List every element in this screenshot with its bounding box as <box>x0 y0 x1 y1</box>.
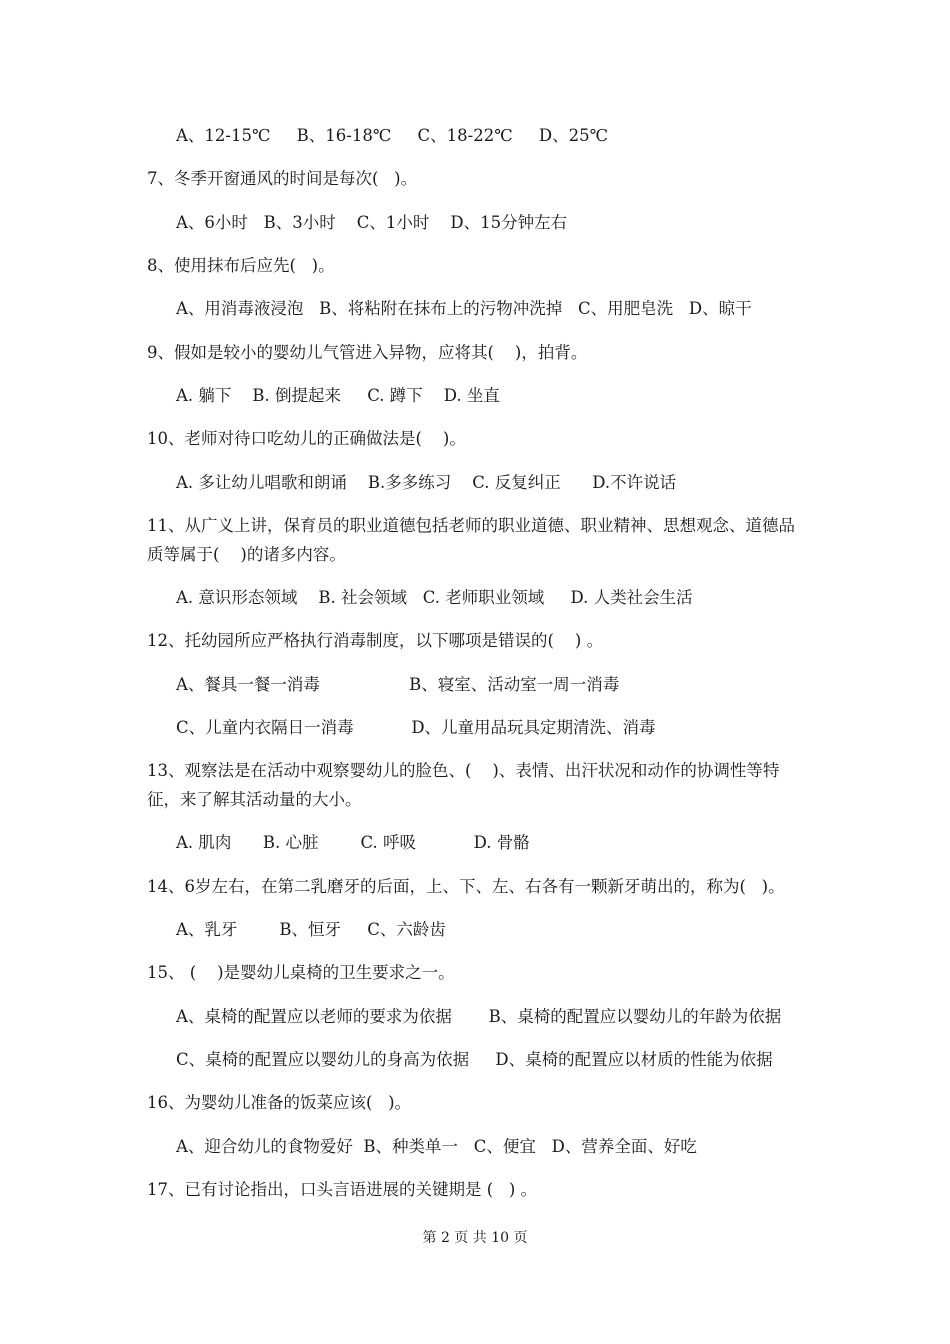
question-13-line-1: 13、观察法是在活动中观察婴幼儿的脸色、( )、表情、出汗状况和动作的协调性等特 <box>147 761 780 780</box>
options-q10: A. 多让幼儿唱歌和朗诵 B.多多练习 C. 反复纠正 D.不许说话 <box>176 473 677 492</box>
question-15: 15、 ( )是婴幼儿桌椅的卫生要求之一。 <box>147 963 455 982</box>
question-13-line-2: 征，来了解其活动量的大小。 <box>147 790 362 809</box>
options-q15-row-1: A、桌椅的配置应以老师的要求为依据 B、桌椅的配置应以婴幼儿的年龄为依据 <box>176 1007 782 1026</box>
options-q8: A、用消毒液浸泡 B、将粘附在抹布上的污物冲洗掉 C、用肥皂洗 D、晾干 <box>176 299 752 318</box>
question-10: 10、老师对待口吃幼儿的正确做法是( )。 <box>147 429 466 448</box>
options-q6: A、12-15℃ B、16-18℃ C、18-22℃ D、25℃ <box>176 126 609 145</box>
question-17: 17、已有讨论指出，口头言语进展的关键期是 ( ) 。 <box>147 1180 538 1199</box>
options-q13: A. 肌肉 B. 心脏 C. 呼吸 D. 骨骼 <box>176 833 530 852</box>
options-q15-row-2: C、桌椅的配置应以婴幼儿的身高为依据 D、桌椅的配置应以材质的性能为依据 <box>176 1050 773 1069</box>
options-q12-row-1: A、餐具一餐一消毒 B、寝室、活动室一周一消毒 <box>176 675 620 694</box>
question-16: 16、为婴幼儿准备的饭菜应该( )。 <box>147 1093 412 1112</box>
options-q16: A、迎合幼儿的食物爱好 B、种类单一 C、便宜 D、营养全面、好吃 <box>176 1137 697 1156</box>
question-8: 8、使用抹布后应先( )。 <box>147 256 335 275</box>
question-9: 9、假如是较小的婴幼儿气管进入异物，应将其( )，拍背。 <box>147 343 588 362</box>
question-7: 7、冬季开窗通风的时间是每次( )。 <box>147 169 418 188</box>
options-q9: A. 躺下 B. 倒提起来 C. 蹲下 D. 坐直 <box>176 386 500 405</box>
options-q7: A、6小时 B、3小时 C、1小时 D、15分钟左右 <box>176 213 568 232</box>
question-11-line-2: 质等属于( )的诸多内容。 <box>147 545 346 564</box>
options-q14: A、乳牙 B、恒牙 C、六龄齿 <box>176 920 446 939</box>
question-12: 12、托幼园所应严格执行消毒制度，以下哪项是错误的( ) 。 <box>147 631 604 650</box>
question-14: 14、6岁左右，在第二乳磨牙的后面，上、下、左、右各有一颗新牙萌出的，称为( )。 <box>147 877 785 896</box>
question-11-line-1: 11、从广义上讲，保育员的职业道德包括老师的职业道德、职业精神、思想观念、道德品 <box>147 516 795 535</box>
options-q11: A. 意识形态领域 B. 社会领域 C. 老师职业领域 D. 人类社会生活 <box>176 588 693 607</box>
options-q12-row-2: C、儿童内衣隔日一消毒 D、儿童用品玩具定期清洗、消毒 <box>176 718 656 737</box>
page-number-footer: 第 2 页 共 10 页 <box>422 1230 528 1246</box>
